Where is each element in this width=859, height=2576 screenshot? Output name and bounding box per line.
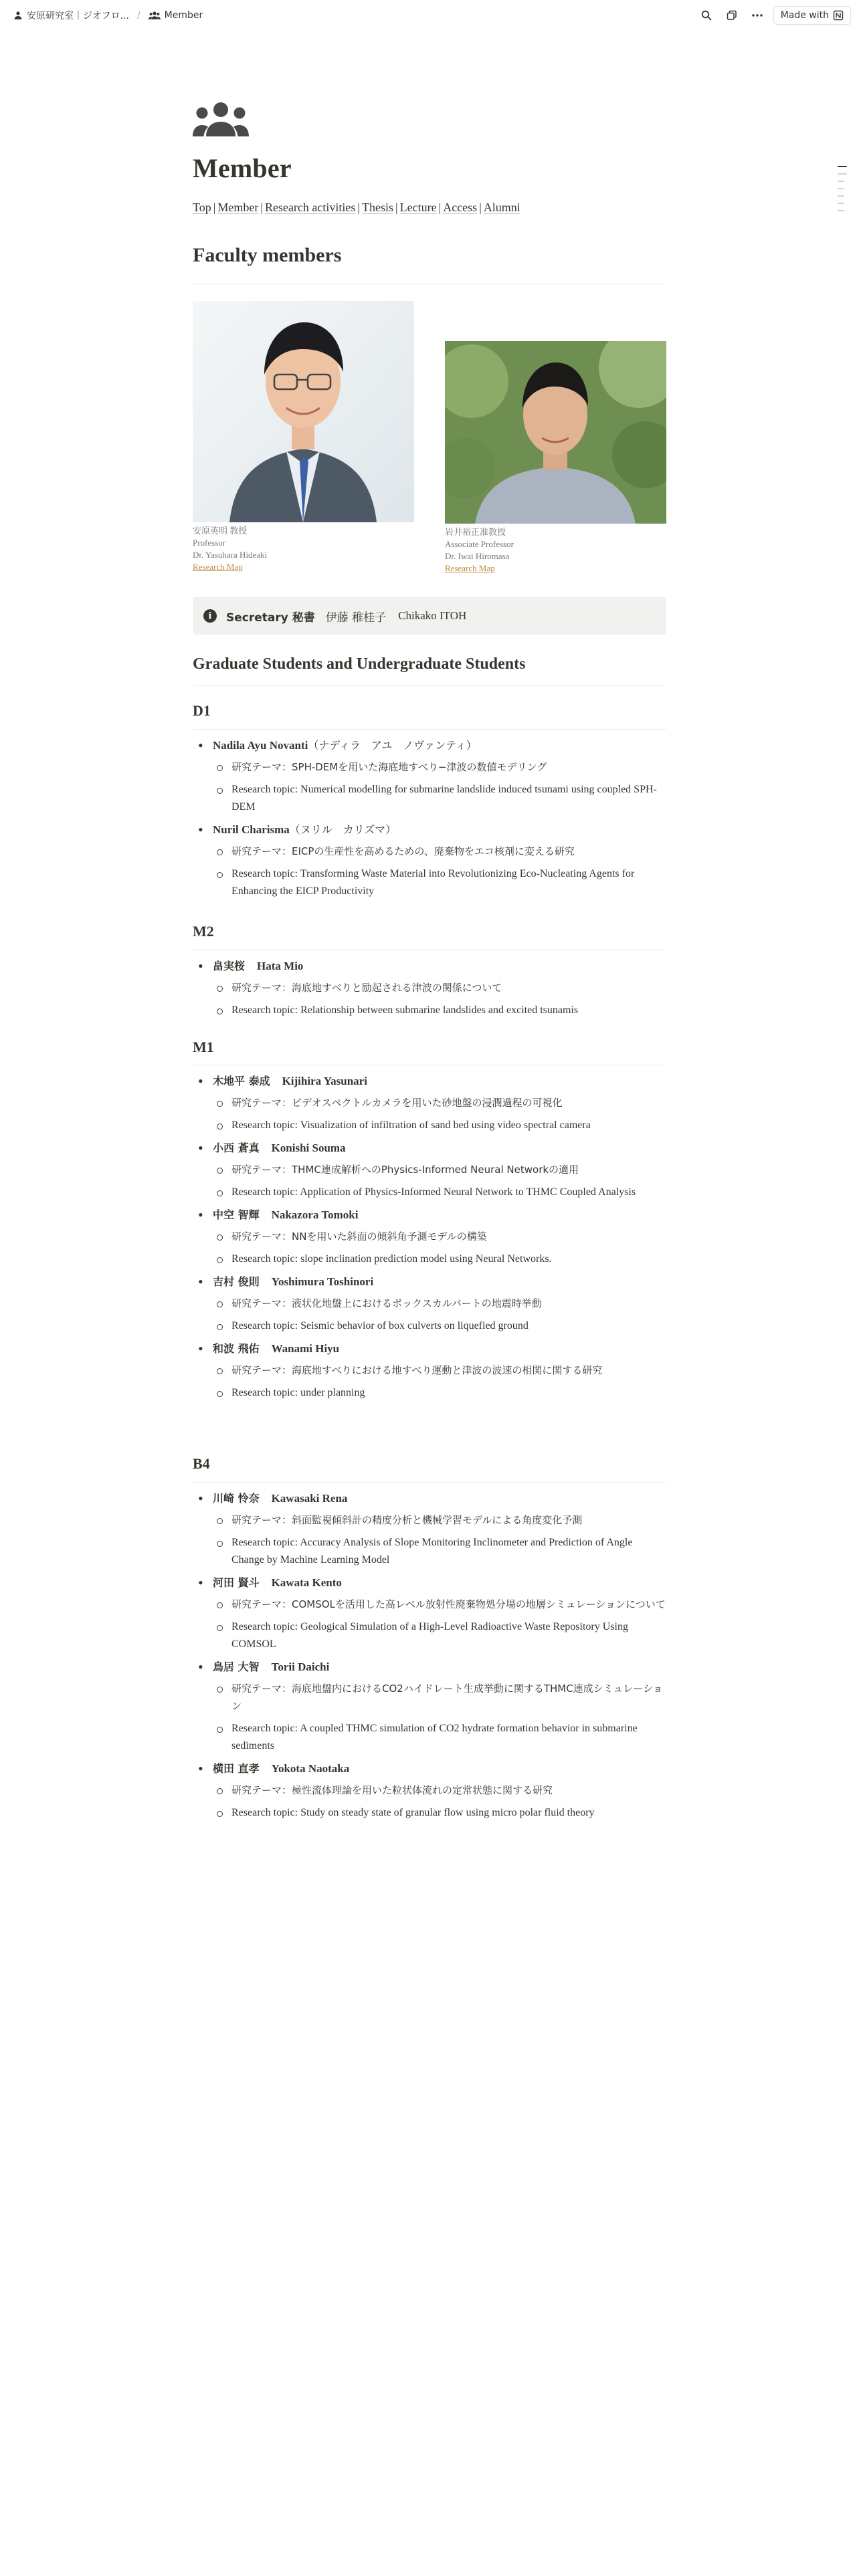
secretary-callout bbox=[193, 597, 666, 635]
student-name: 中空 智輝 bbox=[213, 1208, 260, 1221]
nav-link-thesis[interactable]: Thesis bbox=[362, 201, 394, 214]
student-name: 川崎 怜奈 bbox=[213, 1492, 260, 1505]
faculty-photo-professor bbox=[193, 301, 414, 522]
research-topic-en: Research topic: Relationship between submarine landslides and excited tsunamis bbox=[213, 1002, 666, 1019]
research-topic-en: Research topic: Visualization of infiltration of sand bed using video spectral camera bbox=[213, 1117, 666, 1134]
research-topic-en: Research topic: Study on steady state of granular flow using micro polar fluid theory bbox=[213, 1804, 666, 1822]
student-name: 木地平 泰成 bbox=[213, 1075, 270, 1087]
info-icon: i bbox=[203, 609, 217, 623]
student-name-romaji: Kijihira Yasunari bbox=[282, 1075, 367, 1087]
nav-link-lecture[interactable]: Lecture bbox=[399, 201, 437, 214]
faculty-photo-associate-professor bbox=[445, 341, 666, 524]
student-list-m1 bbox=[193, 1073, 666, 1407]
student-name-romaji: Konishi Souma bbox=[271, 1142, 346, 1154]
research-theme-jp: 研究テーマ：THMC連成解析へのPhysics-Informed Neural Networkの適用 bbox=[213, 1161, 666, 1178]
faculty-caption-associate-professor bbox=[445, 526, 514, 574]
student-name-kana: （ヌリル カリズマ） bbox=[289, 823, 397, 836]
group-heading-m1: M1 bbox=[193, 1039, 214, 1055]
faculty-position: Professor bbox=[193, 538, 226, 548]
more-icon[interactable] bbox=[748, 6, 767, 25]
student-name: Nuril Charisma bbox=[213, 823, 290, 836]
research-theme-jp: 研究テーマ：SPH-DEMを用いた海底地すべり−津波の数値モデリング bbox=[213, 758, 666, 776]
faculty-name-en: Dr. Yasuhara Hideaki bbox=[193, 550, 268, 560]
list-item bbox=[193, 1340, 666, 1402]
list-item bbox=[193, 958, 666, 1019]
research-topic-en: Research topic: Numerical modelling for submarine landslide induced tsunami using coupled SPH-DEM bbox=[213, 781, 666, 816]
list-item bbox=[193, 1273, 666, 1335]
research-theme-jp: 研究テーマ：海底地すべりと励起される津波の関係について bbox=[213, 979, 666, 996]
research-topic-en: Research topic: A coupled THMC simulation of CO2 hydrate formation behavior in submarine sediments bbox=[213, 1720, 666, 1755]
people-icon bbox=[149, 11, 161, 20]
student-name-romaji: Kawata Kento bbox=[271, 1576, 342, 1589]
table-of-contents-indicator[interactable] bbox=[838, 166, 847, 217]
research-topic-en: Research topic: Geological Simulation of a High-Level Radioactive Waste Repository Using COMSOL bbox=[213, 1618, 666, 1653]
notion-logo-icon bbox=[833, 10, 844, 21]
page-navigation bbox=[193, 201, 520, 215]
research-theme-jp: 研究テーマ：海底地すべりにおける地すべり運動と津波の波速の相関に関する研究 bbox=[213, 1362, 666, 1379]
student-name-romaji: Yoshimura Toshinori bbox=[271, 1275, 374, 1288]
group-heading-m2: M2 bbox=[193, 923, 214, 940]
nav-separator: | bbox=[479, 201, 482, 214]
faculty-name-jp: 岩井裕正准教授 bbox=[445, 527, 506, 537]
research-map-link[interactable]: Research Map bbox=[193, 562, 243, 572]
research-theme-jp: 研究テーマ：ビデオスペクトルカメラを用いた砂地盤の浸潤過程の可視化 bbox=[213, 1094, 666, 1111]
student-name: 横田 直孝 bbox=[213, 1762, 260, 1775]
research-topic-en: Research topic: Application of Physics-Informed Neural Network to THMC Coupled Analysis bbox=[213, 1184, 666, 1201]
top-bar bbox=[0, 0, 859, 30]
student-name-romaji: Hata Mio bbox=[257, 960, 304, 972]
research-theme-jp: 研究テーマ：NNを用いた斜面の傾斜角予測モデルの構築 bbox=[213, 1228, 666, 1245]
divider bbox=[193, 1482, 666, 1483]
student-name: Nadila Ayu Novanti bbox=[213, 739, 308, 752]
faculty-position: Associate Professor bbox=[445, 539, 514, 549]
page-title: Member bbox=[193, 153, 292, 183]
student-name: 吉村 俊則 bbox=[213, 1275, 260, 1288]
nav-link-top[interactable]: Top bbox=[193, 201, 211, 214]
made-with-button[interactable] bbox=[773, 6, 851, 25]
student-name: 小西 蒼真 bbox=[213, 1142, 260, 1154]
breadcrumb-site-label: 安原研究室｜ジオフロ... bbox=[27, 10, 129, 21]
research-theme-jp: 研究テーマ：液状化地盤上におけるボックスカルバートの地震時挙動 bbox=[213, 1295, 666, 1312]
nav-link-access[interactable]: Access bbox=[443, 201, 478, 214]
faculty-name-jp: 安原英明 教授 bbox=[193, 526, 248, 536]
site-icon bbox=[13, 11, 23, 20]
breadcrumb-page-label: Member bbox=[164, 9, 203, 21]
research-theme-jp: 研究テーマ：COMSOLを活用した高レベル放射性廃棄物処分場の地層シミュレーションについて bbox=[213, 1596, 666, 1613]
student-list-m2 bbox=[193, 958, 666, 1025]
nav-separator: | bbox=[438, 201, 442, 214]
nav-link-member[interactable]: Member bbox=[217, 201, 259, 214]
research-theme-jp: 研究テーマ：極性流体理論を用いた粒状体流れの定常状態に関する研究 bbox=[213, 1782, 666, 1799]
secretary-label: Secretary 秘書 bbox=[226, 611, 315, 625]
nav-link-alumni[interactable]: Alumni bbox=[483, 201, 520, 214]
student-name-romaji: Nakazora Tomoki bbox=[271, 1208, 359, 1221]
research-map-link[interactable]: Research Map bbox=[445, 563, 495, 573]
list-item bbox=[193, 1140, 666, 1201]
student-name: 鳥居 大智 bbox=[213, 1660, 260, 1673]
secretary-name-jp: 伊藤 稚桂子 bbox=[325, 611, 387, 625]
research-theme-jp: 研究テーマ：海底地盤内におけるCO2ハイドレート生成挙動に関するTHMC連成シミュレーション bbox=[213, 1680, 666, 1715]
student-list-b4 bbox=[193, 1490, 666, 1827]
nav-separator: | bbox=[213, 201, 216, 214]
breadcrumb-separator: / bbox=[136, 9, 140, 21]
faculty-name-en: Dr. Iwai Hiromasa bbox=[445, 551, 510, 561]
breadcrumb-page[interactable] bbox=[145, 9, 207, 22]
list-item bbox=[193, 1490, 666, 1569]
student-name-romaji: Wanami Hiyu bbox=[271, 1342, 340, 1355]
list-item bbox=[193, 1073, 666, 1134]
list-item bbox=[193, 1206, 666, 1268]
student-name: 畠実桜 bbox=[213, 960, 246, 972]
breadcrumb-site[interactable] bbox=[9, 7, 133, 23]
faculty-heading: Faculty members bbox=[193, 244, 342, 266]
nav-separator: | bbox=[395, 201, 398, 214]
divider bbox=[193, 729, 666, 730]
students-heading: Graduate Students and Undergraduate Students bbox=[193, 655, 526, 673]
faculty-caption-professor bbox=[193, 525, 267, 573]
list-item bbox=[193, 1574, 666, 1653]
nav-separator: | bbox=[357, 201, 361, 214]
people-icon bbox=[193, 100, 249, 136]
research-theme-jp: 研究テーマ：EICPの生産性を高めるための、廃棄物をエコ核剤に変える研究 bbox=[213, 843, 666, 860]
list-item bbox=[193, 1760, 666, 1822]
nav-link-research-activities[interactable]: Research activities bbox=[264, 201, 356, 214]
secretary-name-en: Chikako ITOH bbox=[398, 609, 467, 622]
student-name-romaji: Torii Daichi bbox=[271, 1660, 330, 1673]
duplicate-icon[interactable] bbox=[723, 6, 741, 25]
research-topic-en: Research topic: slope inclination prediction model using Neural Networks. bbox=[213, 1251, 666, 1268]
student-name-kana: （ナディラ アユ ノヴァンティ） bbox=[308, 739, 477, 752]
search-icon[interactable] bbox=[697, 6, 716, 25]
student-list-d1 bbox=[193, 737, 666, 905]
research-topic-en: Research topic: under planning bbox=[213, 1384, 666, 1402]
group-heading-d1: D1 bbox=[193, 702, 211, 719]
student-name-romaji: Yokota Naotaka bbox=[271, 1762, 350, 1775]
list-item bbox=[193, 1658, 666, 1755]
research-theme-jp: 研究テーマ：斜面監視傾斜計の精度分析と機械学習モデルによる角度変化予測 bbox=[213, 1511, 666, 1529]
list-item bbox=[193, 737, 666, 816]
student-name: 和波 飛佑 bbox=[213, 1342, 260, 1355]
nav-separator: | bbox=[260, 201, 263, 214]
group-heading-b4: B4 bbox=[193, 1455, 210, 1472]
made-with-label: Made with bbox=[780, 9, 829, 21]
student-name: 河田 賢斗 bbox=[213, 1576, 260, 1589]
research-topic-en: Research topic: Accuracy Analysis of Slope Monitoring Inclinometer and Prediction of Angle Change by Machine Learning Model bbox=[213, 1534, 666, 1569]
list-item bbox=[193, 821, 666, 900]
research-topic-en: Research topic: Transforming Waste Material into Revolutionizing Eco-Nucleating Agents for Enhancing the EICP Productivity bbox=[213, 865, 666, 900]
student-name-romaji: Kawasaki Rena bbox=[271, 1492, 348, 1505]
research-topic-en: Research topic: Seismic behavior of box culverts on liquefied ground bbox=[213, 1317, 666, 1335]
